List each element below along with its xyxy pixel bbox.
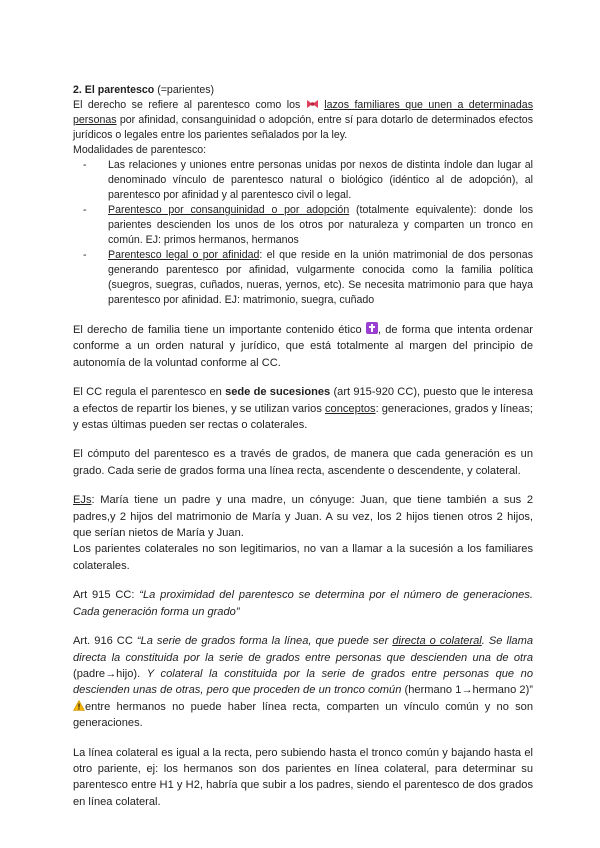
list-item	[108, 203, 533, 248]
paragraph-linea-colateral: La línea colateral es igual a la recta, pero subiendo hasta el tronco común y bajando hasta el otro pariente, ej: los hermanos son dos parientes en línea colateral, para determinar su parentesco entre H1 y H2, habría que subir a los padres, siendo el parentesco de dos grados en línea colateral.	[73, 746, 533, 808]
section-heading	[73, 83, 533, 98]
art916-underlined: directa o colateral	[392, 635, 482, 648]
art915-quote: “La proximidad del parentesco se determina por el número de generaciones. Cada generación forma un grado”	[73, 589, 533, 618]
art916-label: Art. 916 CC	[73, 635, 137, 648]
cc-text-1: El CC regula el parentesco en	[73, 386, 226, 399]
art916-example-1: (padre→hijo).	[73, 667, 147, 680]
art916-quote-3: Y colateral la constituida por la serie de grados entre personas que no descienden unas de otras, pero que proceden de un tronco común	[73, 667, 533, 697]
intro-paragraph	[73, 98, 533, 143]
list-item	[108, 248, 533, 308]
section-parentesco	[73, 83, 533, 308]
document-page	[73, 83, 533, 810]
warning-icon	[73, 700, 85, 711]
paragraph-art916	[73, 633, 533, 731]
list-item-term: Parentesco legal o por afinidad	[108, 249, 260, 261]
ejs-text: : María tiene un padre y una madre, un cónyuge: Juan, que tiene también a sus 2 padres,y 2 hijos del matrimonio de María y Juan. A su vez, los 2 hijos tienen otros 2 hijos, que serían nietos de María y Juan.	[73, 494, 533, 540]
paragraph-cc	[73, 384, 533, 433]
list-item-text: : el que reside en la unión matrimonial de dos personas generando parentesco por afinidad, vulgarmente conocida como la familia política (suegros, suegras, cuñados, nueras, yernos, etc). Se necesita matrimonio para que haya parentesco por afinidad. EJ: matrimonio, suegra, cuñado	[108, 249, 533, 306]
intro-underlined-term: lazos familiares que unen a determinadas personas	[73, 99, 533, 126]
main-body	[73, 322, 533, 810]
ribbon-icon	[306, 99, 319, 109]
cc-bold-term: sede de sucesiones	[225, 386, 331, 399]
intro-text-2: por afinidad, consanguinidad o adopción, entre sí para dotarlo de determinados efectos jurídicos o legales entre los parientes señalados por la ley.	[73, 114, 533, 141]
heading-title: 2. El parentesco	[73, 84, 155, 96]
paragraph-colaterales: Los parientes colaterales no son legitimarios, no van a llamar a la sucesión a los familiares colaterales.	[73, 543, 533, 572]
list-item	[108, 158, 533, 203]
cc-underlined-term: conceptos	[324, 402, 376, 415]
list-item-term: Parentesco por consanguinidad o por adopción	[108, 204, 350, 216]
paragraph-ejemplos	[73, 492, 533, 541]
art915-label: Art 915 CC:	[73, 589, 140, 602]
art916-example-2: (hermano 1→hermano 2)”	[401, 684, 533, 697]
list-item-text: (totalmente equivalente): donde los parientes descienden los unos de los otros por naturaleza y comparten un tronco en común. EJ: primos hermanos, hermanos	[108, 204, 533, 246]
paragraph-computo: El cómputo del parentesco es a través de grados, de manera que cada generación es un grado. Cada serie de grados forma una línea recta, ascendente o descendente, y colateral.	[73, 448, 533, 477]
modalidades-label: Modalidades de parentesco:	[73, 144, 207, 156]
ejs-label: EJs	[73, 494, 92, 507]
art916-note: entre hermanos no puede haber línea recta, comparten un vínculo común y no son generaciones.	[73, 700, 533, 730]
paragraph-familia	[73, 322, 533, 371]
list-item-text: Las relaciones y uniones entre personas unidas por nexos de distinta índole dan lugar al denominado vínculo de parentesco natural o biológico (idéntico al de adopción), al parentesco por afinidad y al parentesco civil o legal.	[108, 159, 533, 201]
familia-text-2: , de forma que intenta ordenar conforme a un orden natural y jurídico, que está totalmente al margen del principio de autonomía de la voluntad conforme al CC.	[73, 324, 534, 369]
cc-text-3: : generaciones, grados y líneas; y estas últimas pueden ser rectas o colaterales.	[73, 402, 533, 432]
art916-quote-1: “La serie de grados forma la línea, que puede ser	[136, 635, 393, 648]
cc-text-2: (art 915-920 CC), puesto que le interesa a efectos de repartir los bienes, y se utilizan varios	[73, 386, 533, 415]
latin-cross-icon	[366, 322, 378, 334]
intro-text-1: El derecho se refiere al parentesco como los	[73, 99, 306, 111]
familia-text-1: El derecho de familia tiene un importante contenido ético	[73, 324, 366, 336]
paragraph-art915	[73, 587, 533, 620]
art916-quote-2: . Se llama directa la constituida por la serie de grados entre personas que descienden una de otra	[73, 635, 533, 664]
modalidades-list	[73, 158, 533, 308]
heading-subtitle: (=parientes)	[154, 84, 215, 96]
